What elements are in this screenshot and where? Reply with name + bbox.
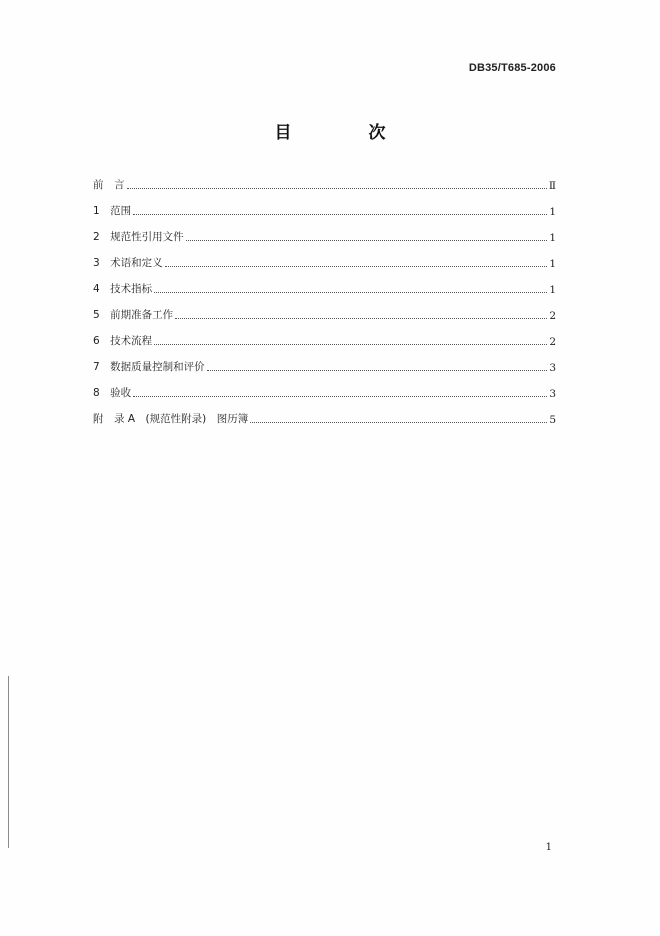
- toc-entry-page: 1: [549, 284, 556, 296]
- toc-dot-leader: [186, 240, 548, 241]
- toc-entry-scope[interactable]: [93, 192, 556, 218]
- toc-entry-label: 前 言: [93, 179, 125, 191]
- toc-entry-page: 3: [549, 388, 556, 400]
- toc-entry-quality-control[interactable]: [93, 348, 556, 374]
- toc-entry-foreword[interactable]: [93, 166, 556, 192]
- toc-dot-leader: [165, 266, 548, 267]
- toc-dot-leader: [133, 396, 547, 397]
- toc-entry-label: 6 技术流程: [93, 335, 153, 347]
- toc-entry-label: 附 录 A (规范性附录) 图历簿: [93, 413, 249, 425]
- standard-code: DB35/T685-2006: [468, 62, 556, 74]
- toc-dot-leader: [154, 292, 547, 293]
- toc-entry-label: 4 技术指标: [93, 283, 153, 295]
- toc-entry-page: 5: [549, 414, 556, 426]
- toc-entry-page: Ⅱ: [548, 180, 556, 192]
- toc-dot-leader: [127, 188, 547, 189]
- toc-entry-technical-indicators[interactable]: [93, 270, 556, 296]
- toc-entry-page: 3: [549, 362, 556, 374]
- toc-entry-normative-references[interactable]: [93, 218, 556, 244]
- toc-dot-leader: [207, 370, 548, 371]
- toc-entry-label: 5 前期准备工作: [93, 309, 174, 321]
- toc-entry-label: 3 术语和定义: [93, 257, 163, 269]
- table-of-contents: [93, 166, 556, 426]
- toc-dot-leader: [133, 214, 547, 215]
- toc-entry-label: 8 验收: [93, 387, 132, 399]
- toc-entry-page: 2: [549, 310, 556, 322]
- page-number: 1: [545, 842, 552, 853]
- toc-title: 目 次: [274, 123, 416, 143]
- toc-dot-leader: [250, 422, 547, 423]
- toc-entry-page: 1: [549, 258, 556, 270]
- toc-entry-acceptance[interactable]: [93, 374, 556, 400]
- toc-entry-page: 1: [549, 232, 556, 244]
- toc-entry-page: 2: [549, 336, 556, 348]
- toc-entry-terms-definitions[interactable]: [93, 244, 556, 270]
- toc-entry-preparation[interactable]: [93, 296, 556, 322]
- toc-entry-label: 2 规范性引用文件: [93, 231, 184, 243]
- toc-entry-label: 7 数据质量控制和评价: [93, 361, 205, 373]
- toc-dot-leader: [154, 344, 547, 345]
- toc-entry-page: 1: [549, 206, 556, 218]
- toc-entry-technical-process[interactable]: [93, 322, 556, 348]
- scan-edge-line: [8, 676, 9, 848]
- toc-dot-leader: [175, 318, 547, 319]
- toc-entry-appendix-a[interactable]: [93, 400, 556, 426]
- toc-entry-label: 1 范围: [93, 205, 132, 217]
